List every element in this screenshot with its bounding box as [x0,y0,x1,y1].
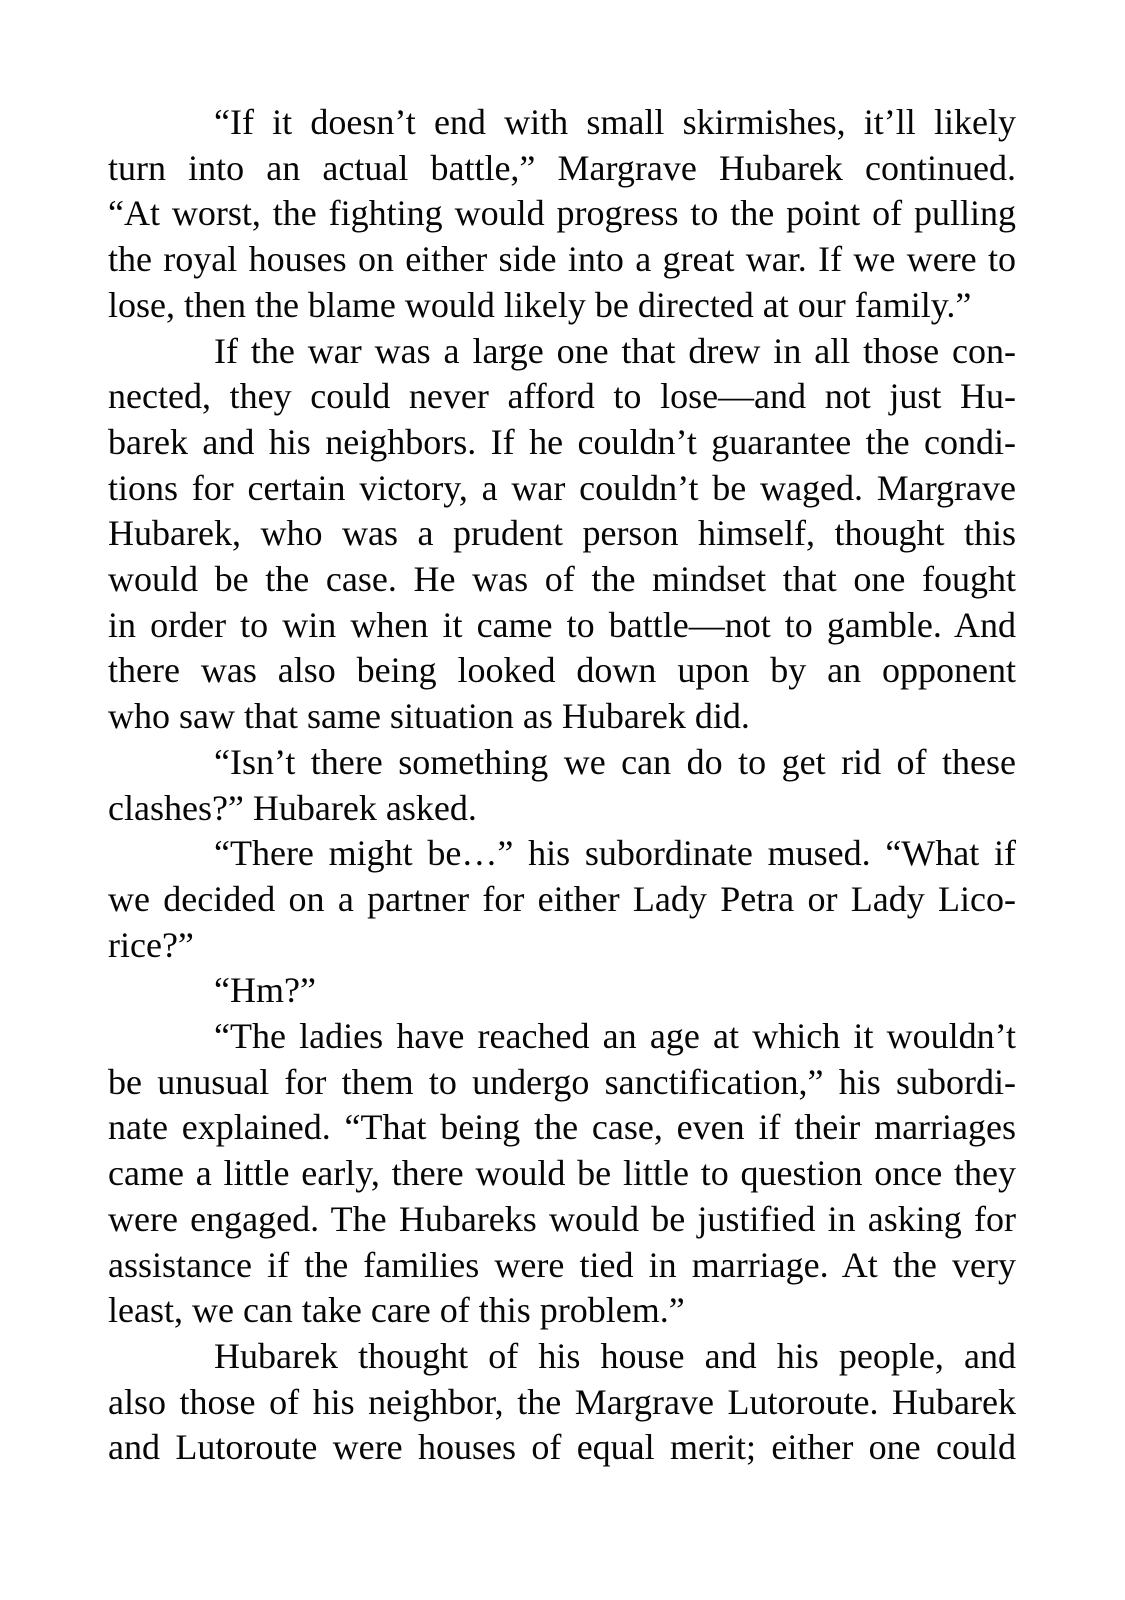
text-line: assistance if the families were tied in marriage. At the very [108,1244,1016,1285]
paragraph [108,100,1016,329]
text-line: least, we can take care of this problem.” [108,1290,685,1331]
text-line: there was also being looked down upon by an opponent [108,650,1016,691]
text-line: barek and his neighbors. If he couldn’t guarantee the condi- [108,421,1016,462]
text-line: were engaged. The Hubareks would be justified in asking for [108,1198,1016,1239]
text-line: “At worst, the fighting would progress to the point of pulling [108,193,1016,234]
text-line: “There might be…” his subordinate mused. “What if [214,833,1016,874]
text-line: tions for certain victory, a war couldn’t be waged. Margrave [108,467,1016,508]
paragraph [108,968,1016,1014]
text-line: lose, then the blame would likely be directed at our family.” [108,284,972,325]
text-line: also those of his neighbor, the Margrave Lutoroute. Hubarek [108,1381,1016,1422]
text-line: who saw that same situation as Hubarek did. [108,696,750,737]
text-line: Hubarek, who was a prudent person himself, thought this [108,513,1016,554]
text-block [108,100,1016,1471]
paragraph [108,1334,1016,1471]
text-line: would be the case. He was of the mindset that one fought [108,559,1016,600]
text-line: the royal houses on either side into a great war. If we were to [108,239,1016,280]
text-line: “If it doesn’t end with small skirmishes, it’ll likely [214,102,1016,142]
text-line: clashes?” Hubarek asked. [108,787,477,828]
text-line: in order to win when it came to battle—not to gamble. And [108,604,1016,645]
paragraph [108,329,1016,740]
text-line: nected, they could never afford to lose—and not just Hu- [108,376,1016,417]
text-line: rice?” [108,924,194,965]
text-line: nate explained. “That being the case, even if their marriages [108,1107,1016,1148]
text-line: “Isn’t there something we can do to get rid of these [214,741,1016,782]
text-line: turn into an actual battle,” Margrave Hubarek continued. [108,147,1016,188]
text-line: “The ladies have reached an age at which it wouldn’t [214,1016,1016,1057]
paragraph [108,740,1016,831]
text-line: “Hm?” [214,970,316,1011]
text-line: and Lutoroute were houses of equal merit; either one could [108,1427,1016,1468]
text-line: we decided on a partner for either Lady Petra or Lady Lico- [108,878,1016,919]
paragraph [108,1014,1016,1334]
text-line: came a little early, there would be little to question once they [108,1153,1016,1194]
text-line: be unusual for them to undergo sanctification,” his subordi- [108,1061,1016,1102]
paragraph [108,831,1016,968]
text-line: If the war was a large one that drew in all those con- [214,330,1016,371]
text-line: Hubarek thought of his house and his people, and [214,1335,1016,1376]
